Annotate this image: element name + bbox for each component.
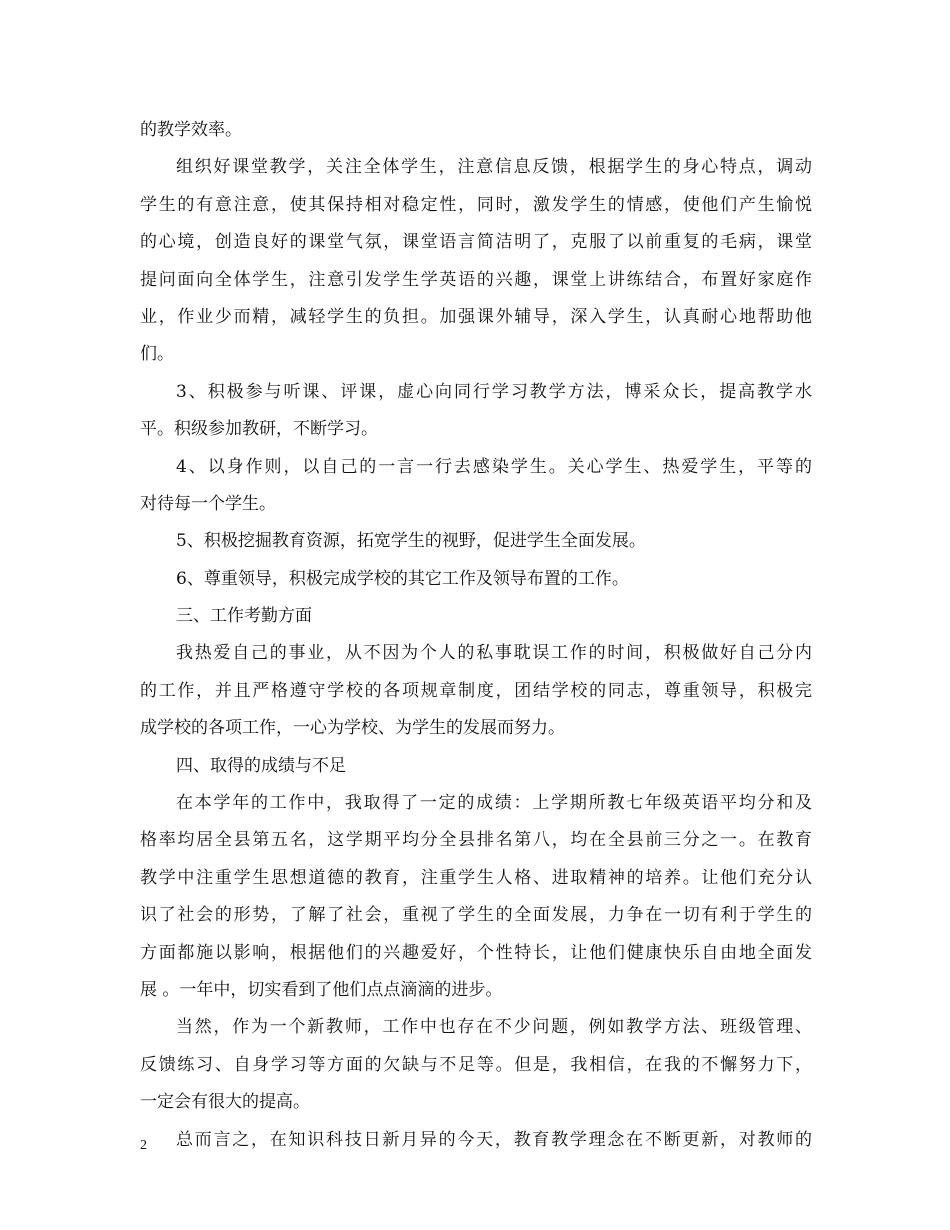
text-line: 一定会有很大的提高。 — [140, 1092, 310, 1113]
text-line: 学生的有意注意，使其保持相对稳定性，同时，激发学生的情感，使他们产生愉悦 — [140, 194, 812, 215]
text-line: 5、积极挖掘教育资源，拓宽学生的视野，促进学生全面发展。 — [176, 531, 646, 552]
text-line: 识了社会的形势，了解了社会，重视了学生的全面发展，力争在一切有利于学生的 — [140, 905, 812, 926]
text-line: 当然，作为一个新教师，工作中也存在不少问题，例如教学方法、班级管理、 — [176, 1017, 812, 1038]
text-line: 我热爱自己的事业，从不因为个人的私事耽误工作的时间，积极做好自己分内 — [176, 643, 812, 664]
text-line: 提问面向全体学生，注意引发学生学英语的兴趣，课堂上讲练结合，布置好家庭作 — [140, 269, 812, 290]
text-line: 6、尊重领导，积极完成学校的其它工作及领导布置的工作。 — [176, 568, 629, 589]
text-line: 的教学效率。 — [140, 120, 242, 140]
body-text — [140, 112, 812, 1159]
text-line: 对待每一个学生。 — [140, 493, 276, 514]
section-heading: 三、工作考勤方面 — [176, 606, 312, 627]
text-line: 反馈练习、自身学习等方面的欠缺与不足等。但是，我相信，在我的不懈努力下， — [140, 1054, 812, 1075]
text-line: 成学校的各项工作，一心为学校、为学生的发展而努力。 — [140, 718, 565, 739]
text-line: 教学中注重学生思想道德的教育，注重学生人格、进取精神的培养。让他们充分认 — [140, 867, 812, 888]
text-line: 的工作，并且严格遵守学校的各项规章制度，团结学校的同志，尊重领导，积极完 — [140, 680, 812, 701]
text-line: 组织好课堂教学，关注全体学生，注意信息反馈，根据学生的身心特点，调动 — [176, 157, 812, 178]
text-line: 的心境，创造良好的课堂气氛，课堂语言简洁明了，克服了以前重复的毛病，课堂 — [140, 232, 812, 253]
text-line: 4、以身作则，以自己的一言一行去感染学生。关心学生、热爱学生，平等的 — [176, 456, 812, 477]
page-number: 2 — [140, 1138, 147, 1153]
section-heading: 四、取得的成绩与不足 — [176, 755, 346, 776]
text-line: 们。 — [140, 344, 174, 365]
text-line: 总而言之，在知识科技日新月异的今天，教育教学理念在不断更新，对教师的 — [176, 1129, 812, 1150]
text-line: 方面都施以影响，根据他们的兴趣爱好，个性特长，让他们健康快乐自由地全面发 — [140, 942, 812, 963]
text-line: 业，作业少而精，减轻学生的负担。加强课外辅导，深入学生，认真耐心地帮助他 — [140, 306, 812, 327]
text-line: 平。积级参加教研，不断学习。 — [140, 419, 378, 440]
text-line: 3、积极参与听课、评课，虚心向同行学习教学方法，博采众长，提高教学水 — [176, 381, 812, 402]
text-line: 格率均居全县第五名，这学期平均分全县排名第八，均在全县前三分之一。在教育 — [140, 830, 812, 851]
text-line: 在本学年的工作中，我取得了一定的成绩：上学期所教七年级英语平均分和及 — [176, 793, 812, 814]
text-line: 展 。一年中，切实看到了他们点点滴滴的进步。 — [140, 979, 503, 1000]
